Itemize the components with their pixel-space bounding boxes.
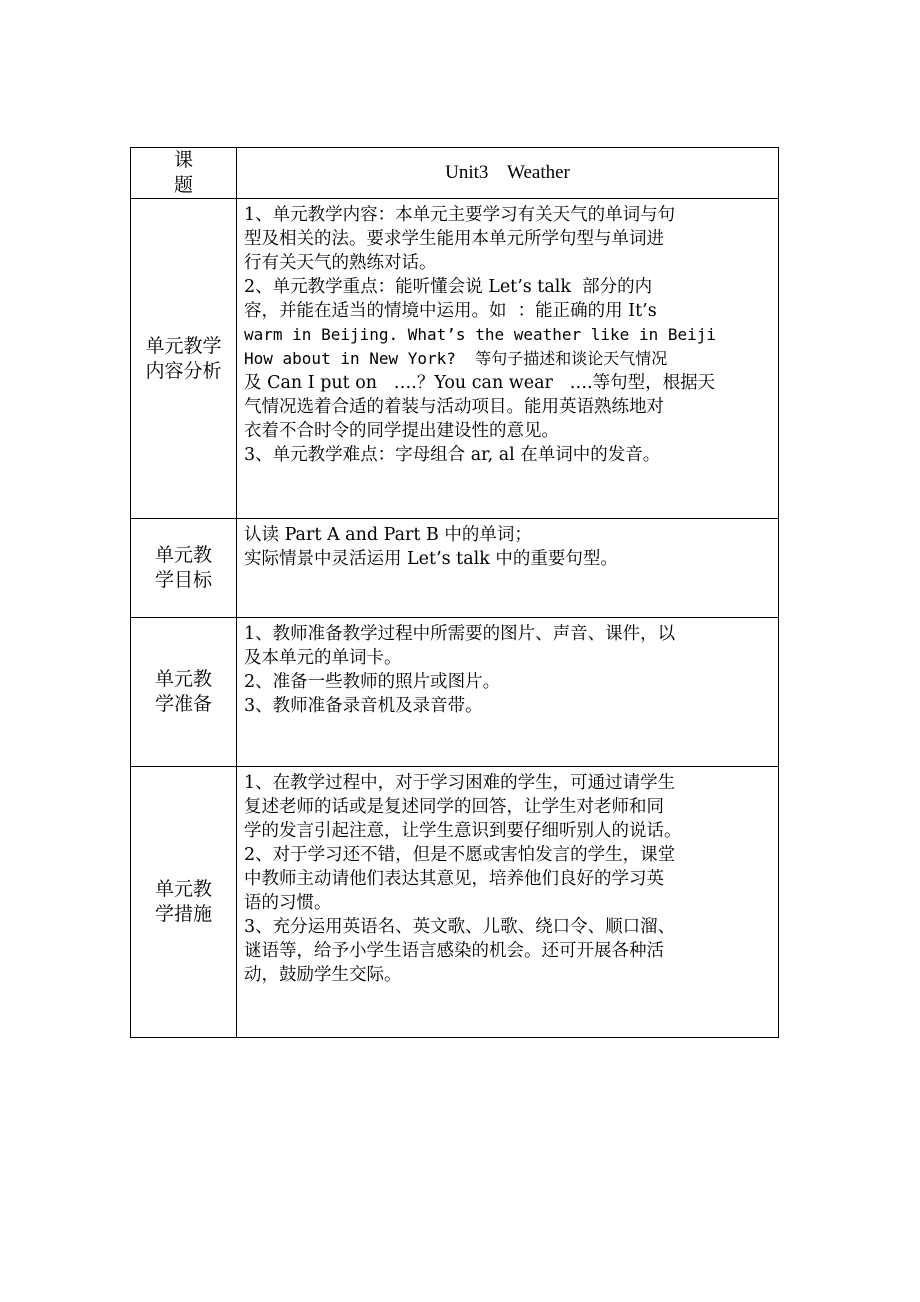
text-line: 动，鼓励学生交际。 (244, 965, 402, 985)
text-line: 学的发言引起注意，让学生意识到要仔细听别人的说话。 (244, 821, 682, 841)
row-label-line: 单元教 (154, 544, 212, 566)
content-analysis-label-cell (131, 199, 237, 519)
row-label-line: 学准备 (154, 693, 212, 715)
unit-title: Unit3 Weather (445, 162, 570, 183)
text-line: 谜语等，给予小学生语言感染的机会。还可开展各种活 (244, 941, 664, 961)
text-line: How about in New York? 等句子描述和谈论天气情况 (244, 349, 668, 368)
text-line: 1、单元教学内容：本单元主要学习有关天气的单词与句 (244, 205, 676, 225)
text-line: 气情况选着合适的着装与活动项目。能用英语熟练地对 (244, 397, 664, 417)
text-line: 2、准备一些教师的照片或图片。 (244, 672, 501, 692)
text-line: 2、对于学习还不错，但是不愿或害怕发言的学生，课堂 (244, 845, 676, 865)
text-line: 及 Can I put on ….？You can wear ….等句型，根据天 (244, 373, 716, 393)
teaching-preparation-row (131, 618, 779, 767)
teaching-preparation-text (237, 618, 779, 767)
row-label-line: 内容分析 (145, 359, 222, 382)
text-line: 容，并能在适当的情境中运用。如 ：能正确的用 It’s (244, 301, 657, 321)
content-analysis-text (237, 199, 779, 519)
text-line: 及本单元的单词卡。 (244, 648, 402, 668)
text-line: 3、教师准备录音机及录音带。 (244, 696, 483, 716)
topic-label-cell (131, 148, 237, 199)
teaching-measures-row (131, 767, 779, 1038)
header-row (131, 148, 779, 199)
content-analysis-row (131, 199, 779, 519)
text-line: 衣着不合时令的同学提出建设性的意见。 (244, 421, 559, 441)
teaching-goal-text (237, 519, 779, 618)
topic-label: 课 题 (173, 149, 215, 196)
text-line: 中教师主动请他们表达其意见，培养他们良好的学习英 (244, 869, 664, 889)
text-line: 1、在教学过程中，对于学习困难的学生，可通过请学生 (244, 773, 676, 793)
text-line: 1、教师准备教学过程中所需要的图片、声音、课件，以 (244, 624, 676, 644)
lesson-plan-table (130, 147, 779, 1038)
text-line: 2、单元教学重点：能听懂会说 Let’s talk 部分的内 (244, 277, 653, 297)
unit-title-cell (237, 148, 779, 199)
text-line: 实际情景中灵活运用 Let’s talk 中的重要句型。 (244, 549, 618, 569)
row-label-line: 学目标 (154, 569, 212, 591)
row-label-line: 单元教 (154, 668, 212, 690)
text-line: warm in Beijing. What’s the weather like in Beiji (244, 325, 717, 344)
text-line: 3、单元教学难点：字母组合 ar, al 在单词中的发音。 (244, 445, 661, 465)
row-label-line: 单元教学 (145, 334, 222, 357)
text-line: 认读 Part A and Part B 中的单词； (244, 525, 532, 545)
text-line: 3、充分运用英语名、英文歌、儿歌、绕口令、顺口溜、 (244, 917, 676, 937)
row-label-line: 学措施 (154, 903, 212, 925)
text-line: 语的习惯。 (244, 893, 332, 913)
text-line: 型及相关的法。要求学生能用本单元所学句型与单词进 (244, 229, 664, 249)
text-line: 行有关天气的熟练对话。 (244, 253, 437, 273)
teaching-goal-label-cell (131, 519, 237, 618)
teaching-measures-text (237, 767, 779, 1038)
teaching-goal-row (131, 519, 779, 618)
text-line: 复述老师的话或是复述同学的回答，让学生对老师和同 (244, 797, 664, 817)
teaching-preparation-label-cell (131, 618, 237, 767)
teaching-measures-label-cell (131, 767, 237, 1038)
row-label-line: 单元教 (154, 878, 212, 900)
